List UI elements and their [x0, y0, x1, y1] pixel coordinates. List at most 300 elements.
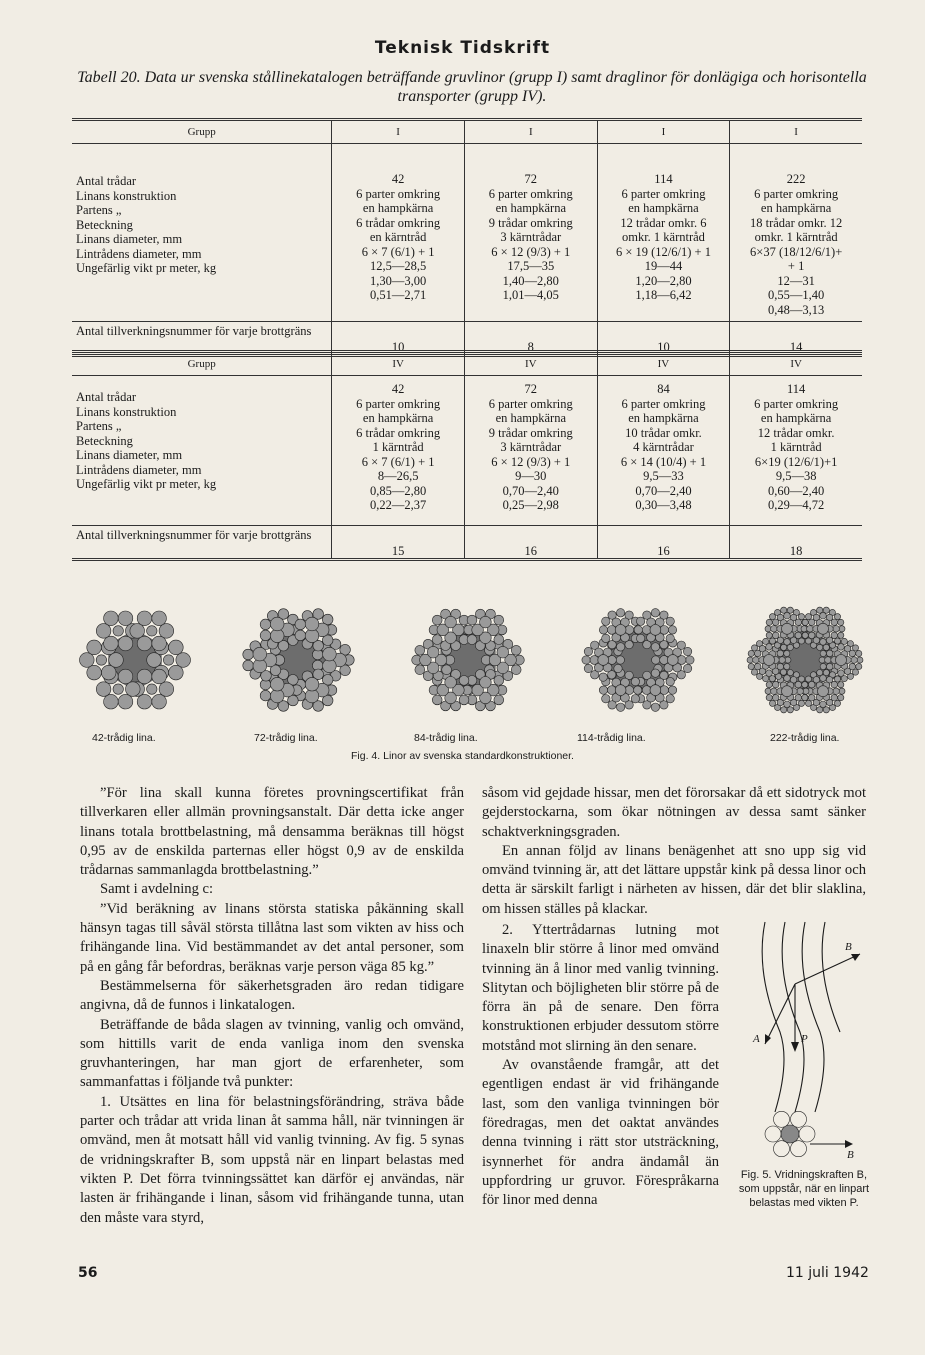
cell: 0,55—1,40: [768, 288, 825, 302]
cell: 6 parter omkring: [356, 186, 441, 201]
cell: + 1: [787, 259, 805, 273]
cell: en hampkärna: [495, 411, 567, 425]
wire: [795, 619, 802, 626]
cell: 6 parter omkring: [488, 396, 573, 411]
paragraph: Beträffande de båda slagen av tvinning, vanlig och omvänd, som hittills varit de enda vanliga inom den svenska gruvhanteringen, har man gjort de erfarenheter, som sammanfattas i följande två punkter:: [80, 1016, 464, 1091]
cell: 12 trådar omkr.: [757, 425, 835, 440]
wire: [118, 636, 133, 651]
group-header: IV: [332, 352, 465, 376]
wire: [772, 632, 779, 639]
cell: 6 parter omkring: [754, 186, 839, 201]
wire: [415, 645, 425, 655]
wire: [666, 677, 674, 685]
cell: 0,30—3,48: [635, 498, 692, 512]
wire: [851, 657, 858, 664]
cell: en hampkärna: [760, 201, 832, 215]
wire: [137, 611, 152, 626]
paragraph: Samt i avdelning c:: [100, 881, 214, 898]
count-cell: 16: [597, 526, 730, 560]
wire: [480, 677, 492, 689]
wire: [96, 682, 111, 697]
wire: [808, 632, 815, 639]
wire: [602, 695, 610, 703]
group-header: I: [464, 120, 597, 144]
wire: [802, 632, 808, 638]
group-header: I: [730, 120, 862, 144]
wire: [602, 634, 610, 642]
cell: 19—44: [644, 259, 683, 273]
wire: [642, 626, 651, 635]
rope-cross-sections-figure: [60, 572, 880, 742]
wire: [497, 646, 509, 658]
right-column-top: [482, 784, 866, 919]
wire: [87, 640, 102, 655]
wire: [820, 639, 827, 646]
cell: 0,22—2,37: [370, 498, 427, 512]
paragraph: såsom vid gejdade hissar, men det förorsakar då ett sidotryck mot gejderstockarna, som ökar nötningen av dessa samt sänker schaktverkningsgraden.: [482, 785, 866, 840]
wire: [152, 694, 167, 709]
cell: 72: [524, 172, 538, 186]
cell: 6 parter omkring: [621, 186, 706, 201]
wire: [771, 688, 778, 695]
wire: [169, 640, 184, 655]
wire: [833, 626, 840, 633]
wire: [820, 612, 827, 619]
row-label: Linans diameter, mm: [76, 448, 183, 462]
wire: [651, 609, 659, 617]
count-cell: 18: [730, 526, 862, 560]
wire: [432, 635, 442, 645]
wire: [748, 650, 754, 656]
wire: [243, 660, 254, 671]
rope-222-wire-section: [747, 607, 863, 713]
wire: [779, 657, 786, 664]
row-label: Antal trådar: [76, 390, 137, 404]
small-rope-section: [765, 1111, 815, 1156]
label-b-bottom: B: [847, 1149, 854, 1161]
cell: 1,01—4,05: [502, 288, 559, 302]
group-column: [464, 144, 597, 322]
wire: [660, 656, 669, 665]
figure-caption-114: 114-trådig lina.: [577, 732, 646, 744]
group-column: [730, 376, 862, 526]
cell: 0,48—3,13: [768, 302, 825, 317]
wire: [608, 656, 617, 665]
wire: [270, 617, 284, 631]
wire: [270, 677, 284, 691]
group-header: I: [597, 120, 730, 144]
wire: [820, 701, 827, 708]
wire: [856, 663, 862, 669]
wire: [432, 615, 442, 625]
cell: 6 × 12 (9/3) + 1: [491, 244, 571, 259]
figure-caption-72: 72-trådig lina.: [254, 732, 318, 744]
arrowhead: [845, 1140, 853, 1148]
cell: 0,70—2,40: [635, 483, 692, 498]
wire: [599, 626, 607, 634]
cell: en hampkärna: [628, 411, 699, 425]
journal-header: Teknisk Tidskrift: [374, 38, 551, 58]
wire: [494, 635, 504, 645]
wire: [584, 647, 592, 655]
wire: [432, 695, 442, 705]
wire: [839, 626, 845, 632]
count-cell: 14: [730, 322, 862, 356]
strand-line: [802, 922, 824, 1112]
figure-caption-84: 84-trådig lina.: [414, 732, 478, 744]
footer-label: Antal tillverkningsnummer för varje brottgräns: [72, 526, 332, 560]
cell: 9,5—38: [775, 469, 817, 483]
wire: [660, 686, 669, 695]
cell: en hampkärna: [362, 411, 434, 425]
wire: [599, 673, 607, 681]
wire: [652, 656, 660, 664]
wire: [831, 619, 838, 626]
wire: [795, 681, 802, 688]
page-number: 56: [78, 1265, 98, 1281]
row-label: Ungefärlig vikt pr meter, kg: [76, 261, 217, 275]
wire: [819, 657, 825, 663]
strand: [799, 1126, 815, 1142]
wire: [152, 669, 167, 684]
cell: 6 parter omkring: [754, 396, 839, 411]
wire: [686, 656, 694, 664]
paragraph: Av ovanstående framgår, att det egentligen endast är vid frihängande last, som den vanliga tvinningen bör föredragas, men det oaktat användes denna tvinning i rätt stor utsträckning, isynnerhet för andra ändamål än uppfordring ur gruvor. Förespråkarna för linor med denna: [482, 1057, 719, 1209]
cell: 10 trådar omkr.: [625, 425, 702, 440]
wire: [771, 626, 778, 633]
wire: [625, 626, 634, 635]
wire: [784, 612, 791, 619]
wire: [415, 665, 425, 675]
cell: 1,40—2,80: [502, 273, 559, 288]
wire: [820, 675, 827, 682]
strand: [791, 1111, 807, 1127]
cell: 114: [786, 382, 806, 396]
wire: [747, 657, 753, 663]
wire: [785, 657, 791, 663]
cell: 6 trådar omkring: [356, 425, 441, 440]
cell: omkr. 1 kärntråd: [621, 230, 705, 244]
core-wire: [818, 686, 829, 697]
strand: [774, 1111, 790, 1127]
wire: [808, 694, 815, 701]
core-wire: [96, 655, 106, 665]
wire: [651, 703, 659, 711]
row-label: Beteckning: [76, 217, 133, 232]
issue-date: 11 juli 1942: [786, 1265, 869, 1281]
paragraph: Bestämmelserna för säkerhetsgraden äro redan tidigare angivna, då de funnos i linkatalogen.: [80, 977, 464, 1014]
count-cell: 8: [464, 322, 597, 356]
wire: [96, 624, 111, 639]
cell: 6 parter omkring: [488, 186, 573, 201]
wire: [666, 695, 674, 703]
wire: [599, 686, 607, 694]
core-wire: [163, 655, 173, 665]
cell: 6 trådar omkring: [356, 215, 441, 230]
row-label: Beteckning: [76, 433, 133, 448]
wire: [784, 639, 791, 646]
table-header-label: Grupp: [72, 352, 332, 376]
left-column: [80, 784, 464, 1228]
wire: [826, 663, 833, 670]
wire: [260, 630, 271, 641]
wire: [631, 677, 639, 685]
wire: [803, 688, 809, 694]
wire: [152, 636, 167, 651]
wire: [459, 676, 469, 686]
strand-line: [782, 922, 804, 1112]
wire: [323, 647, 337, 661]
group-column: [332, 144, 465, 322]
rope-72-wire-section: [243, 609, 354, 712]
wire: [137, 669, 152, 684]
wire: [118, 611, 133, 626]
wire: [833, 688, 840, 695]
cell: 6 parter omkring: [356, 396, 441, 411]
wire: [130, 624, 145, 639]
wire: [445, 677, 457, 689]
cell: 1,20—2,80: [635, 273, 692, 288]
wire: [784, 675, 791, 682]
strand-line: [762, 922, 784, 1112]
cell: 6 parter omkring: [621, 396, 706, 411]
core-wire: [818, 623, 829, 634]
paragraph: ”Vid beräkning av linans största statiska påkänning skall hänsyn tagas till såväl största tillåtna last som vikten av hiss och frihängande lina. Vid bestämmandet av det antal personer, som på en gång får befordras, beräknas varje person väga 85 kg.”: [80, 900, 464, 975]
cell: 18 trådar omkr. 12: [749, 215, 843, 230]
row-labels: [72, 376, 332, 526]
wire: [797, 688, 804, 695]
wire: [838, 670, 845, 677]
wire: [480, 616, 492, 628]
wire: [642, 686, 651, 695]
table-header-label: Grupp: [72, 120, 332, 144]
wire: [118, 694, 133, 709]
cell: en hampkärna: [760, 411, 832, 425]
cell: 0,60—2,40: [768, 483, 825, 498]
cell: en kärntråd: [369, 230, 427, 244]
cell: 3 kärntrådar: [500, 440, 562, 454]
wire: [616, 609, 624, 617]
wire: [101, 665, 116, 680]
label-p: P: [801, 1033, 808, 1045]
figure-5-caption: Fig. 5. Vridningskraften B, som uppstår, när en linpart belastas med vikten P.: [738, 1169, 870, 1209]
wire: [772, 694, 779, 701]
wire: [802, 695, 808, 701]
row-label: Partens „: [76, 203, 122, 217]
wire: [838, 632, 844, 638]
wire: [765, 688, 771, 694]
group-column: [730, 144, 862, 322]
count-cell: 10: [332, 322, 465, 356]
paragraph: 1. Utsättes en lina för belastningsförändring, sträva både parter och trådar att vrida linan åt samma håll, när tvinningen är omvänd, men åt motsatt håll vid vanlig tvinning. Av fig. 5 synas de vridningskrafter B, som uppstå när en linpart belastas med vikten P. Det förra tvinningssättet kan därför ej användas, när lasten är frihängande i linan, såsom vid frihängande tunna, utan den måste vara styrd,: [80, 1093, 464, 1226]
wire: [766, 695, 772, 701]
wire: [87, 665, 102, 680]
cell: 17,5—35: [507, 259, 555, 273]
wire: [159, 682, 174, 697]
wire: [616, 643, 624, 651]
wire: [602, 617, 610, 625]
wire: [807, 626, 814, 633]
core-wire: [836, 655, 847, 666]
right-column-narrow: [482, 921, 719, 1210]
cell: 12 trådar omkr. 6: [620, 215, 707, 230]
cell: 9 trådar omkring: [488, 425, 573, 440]
wire: [467, 635, 477, 645]
wire: [494, 695, 504, 705]
core-wire: [147, 626, 157, 636]
wire: [295, 630, 306, 641]
cell: 9,5—33: [643, 469, 684, 483]
cell: 6 × 7 (6/1) + 1: [361, 454, 435, 469]
wire: [253, 647, 267, 661]
wire: [784, 663, 790, 669]
table-group-4: [72, 350, 862, 561]
wire: [176, 653, 191, 668]
rope-42-wire-section: [80, 611, 191, 709]
wire: [511, 645, 521, 655]
cell: 8—26,5: [377, 469, 419, 483]
wire: [668, 686, 676, 694]
cell: 42: [391, 172, 405, 186]
wire: [839, 688, 845, 694]
wire: [849, 650, 856, 657]
wire: [295, 619, 306, 630]
group-column: [597, 144, 730, 322]
cell: omkr. 1 kärntråd: [754, 230, 838, 244]
core-wire: [113, 626, 123, 636]
strand-line: [822, 922, 840, 1032]
wire: [766, 670, 773, 677]
wire: [677, 656, 686, 665]
row-label: Linans diameter, mm: [76, 232, 183, 246]
wire: [494, 676, 504, 686]
cell: 6 × 7 (6/1) + 1: [361, 244, 435, 259]
strand: [774, 1141, 790, 1157]
count-cell: 16: [464, 526, 597, 560]
wire: [511, 665, 521, 675]
wire: [683, 647, 691, 655]
cell: 1,30—3,00: [370, 273, 427, 288]
rope-84-wire-section: [412, 609, 525, 711]
cell: 1 kärntråd: [372, 440, 424, 454]
cell: 42: [391, 382, 405, 396]
core-wire: [650, 625, 661, 636]
group-header: IV: [464, 352, 597, 376]
wire: [494, 615, 504, 625]
wire: [584, 664, 592, 672]
paragraph: En annan följd av linans benägenhet att sno upp sig vid omvänd tvinning är, att det lättare uppstår kink på dessa linor och detta är särskilt farligt i närheten av hissen, där det blir slaklina, om hissen ställes på klackar.: [482, 842, 866, 917]
row-label: Linans konstruktion: [76, 404, 177, 419]
core-wire: [615, 685, 626, 696]
strand: [791, 1141, 807, 1157]
cell: 9 trådar omkring: [488, 215, 573, 230]
wire: [305, 677, 319, 691]
wire: [666, 634, 674, 642]
cell: en hampkärna: [495, 201, 567, 215]
wire: [766, 644, 773, 651]
cell: en hampkärna: [362, 201, 434, 215]
group-column: [597, 376, 730, 526]
wire: [748, 663, 754, 669]
count-cell: 15: [332, 526, 465, 560]
wire: [683, 664, 691, 672]
wire: [104, 636, 119, 651]
wire: [777, 650, 784, 657]
wire: [137, 694, 152, 709]
cell: 0,51—2,71: [370, 288, 427, 302]
wire: [636, 617, 644, 625]
wire: [766, 682, 772, 688]
wire: [459, 695, 469, 705]
wire: [582, 656, 590, 664]
core-wire: [147, 684, 157, 694]
cell: 1 kärntråd: [770, 440, 822, 454]
cell: 0,85—2,80: [370, 483, 427, 498]
wire: [651, 643, 659, 651]
group-column: [332, 376, 465, 526]
wire: [625, 686, 634, 695]
wire: [784, 650, 790, 656]
label-b: B: [845, 941, 852, 953]
row-label: Partens „: [76, 419, 122, 433]
table-caption: Tabell 20. Data ur svenska stållinekatalogen beträffande gruvlinor (grupp I) samt draglinor för donlägiga och horisontella transporter (grupp IV).: [77, 69, 867, 105]
core-wire: [667, 655, 678, 666]
wire: [614, 664, 622, 672]
wire: [831, 681, 838, 688]
wire: [668, 626, 676, 634]
wire: [784, 701, 791, 708]
cell: 1,18—6,42: [635, 288, 692, 302]
force-a-arrow: [765, 984, 795, 1044]
wire: [590, 656, 599, 665]
paragraph: 2. Yttertrådarnas lutning mot linaxeln blir större å linor med omvänd tvinning än å linor med vanlig tvinning. Slitytan och böjligheten blir större på de förra än på de senare. Den förra konstruktionen erbjuder dessutom större motstånd mot slirning än den senare.: [482, 922, 719, 1054]
wire: [137, 636, 152, 651]
row-label: Antal trådar: [76, 174, 137, 188]
wire: [660, 626, 669, 635]
cell: 6×37 (18/12/6/1)+: [750, 244, 843, 259]
wire: [820, 650, 826, 656]
wire: [118, 669, 133, 684]
cell: 0,25—2,98: [502, 498, 559, 512]
strand: [765, 1126, 781, 1142]
paragraph: ”För lina skall kunna företes provningscertifikat från tillverkaren eller allmän provningsanstalt. Där detta icke anger linans totala brottbelastning, må densamma beräknas till högst 0,95 av de enskilda parternas eller högst 0,9 av de enskilda trådarnas sammanlagda brottbelastning.”: [80, 785, 464, 879]
wire: [634, 686, 642, 694]
wire: [467, 615, 477, 625]
cell: 222: [786, 172, 806, 186]
twist-force-diagram: [735, 912, 870, 1162]
wire: [243, 649, 254, 660]
label-a: A: [753, 1033, 760, 1045]
wire: [607, 686, 616, 695]
core-wire: [650, 685, 661, 696]
row-label: Lintrådens diameter, mm: [76, 462, 202, 477]
core-wire: [598, 655, 609, 666]
wire: [754, 663, 761, 670]
wire: [838, 619, 844, 625]
group-header: IV: [597, 352, 730, 376]
wire: [651, 669, 659, 677]
group-header: IV: [730, 352, 862, 376]
wire: [631, 695, 639, 703]
wire: [820, 663, 826, 669]
table-group-1: [72, 118, 862, 357]
wire: [260, 690, 271, 701]
wire: [109, 653, 124, 668]
row-label: Lintrådens diameter, mm: [76, 246, 202, 261]
row-labels: [72, 144, 332, 322]
row-label: Ungefärlig vikt pr meter, kg: [76, 477, 217, 491]
wire: [766, 619, 772, 625]
